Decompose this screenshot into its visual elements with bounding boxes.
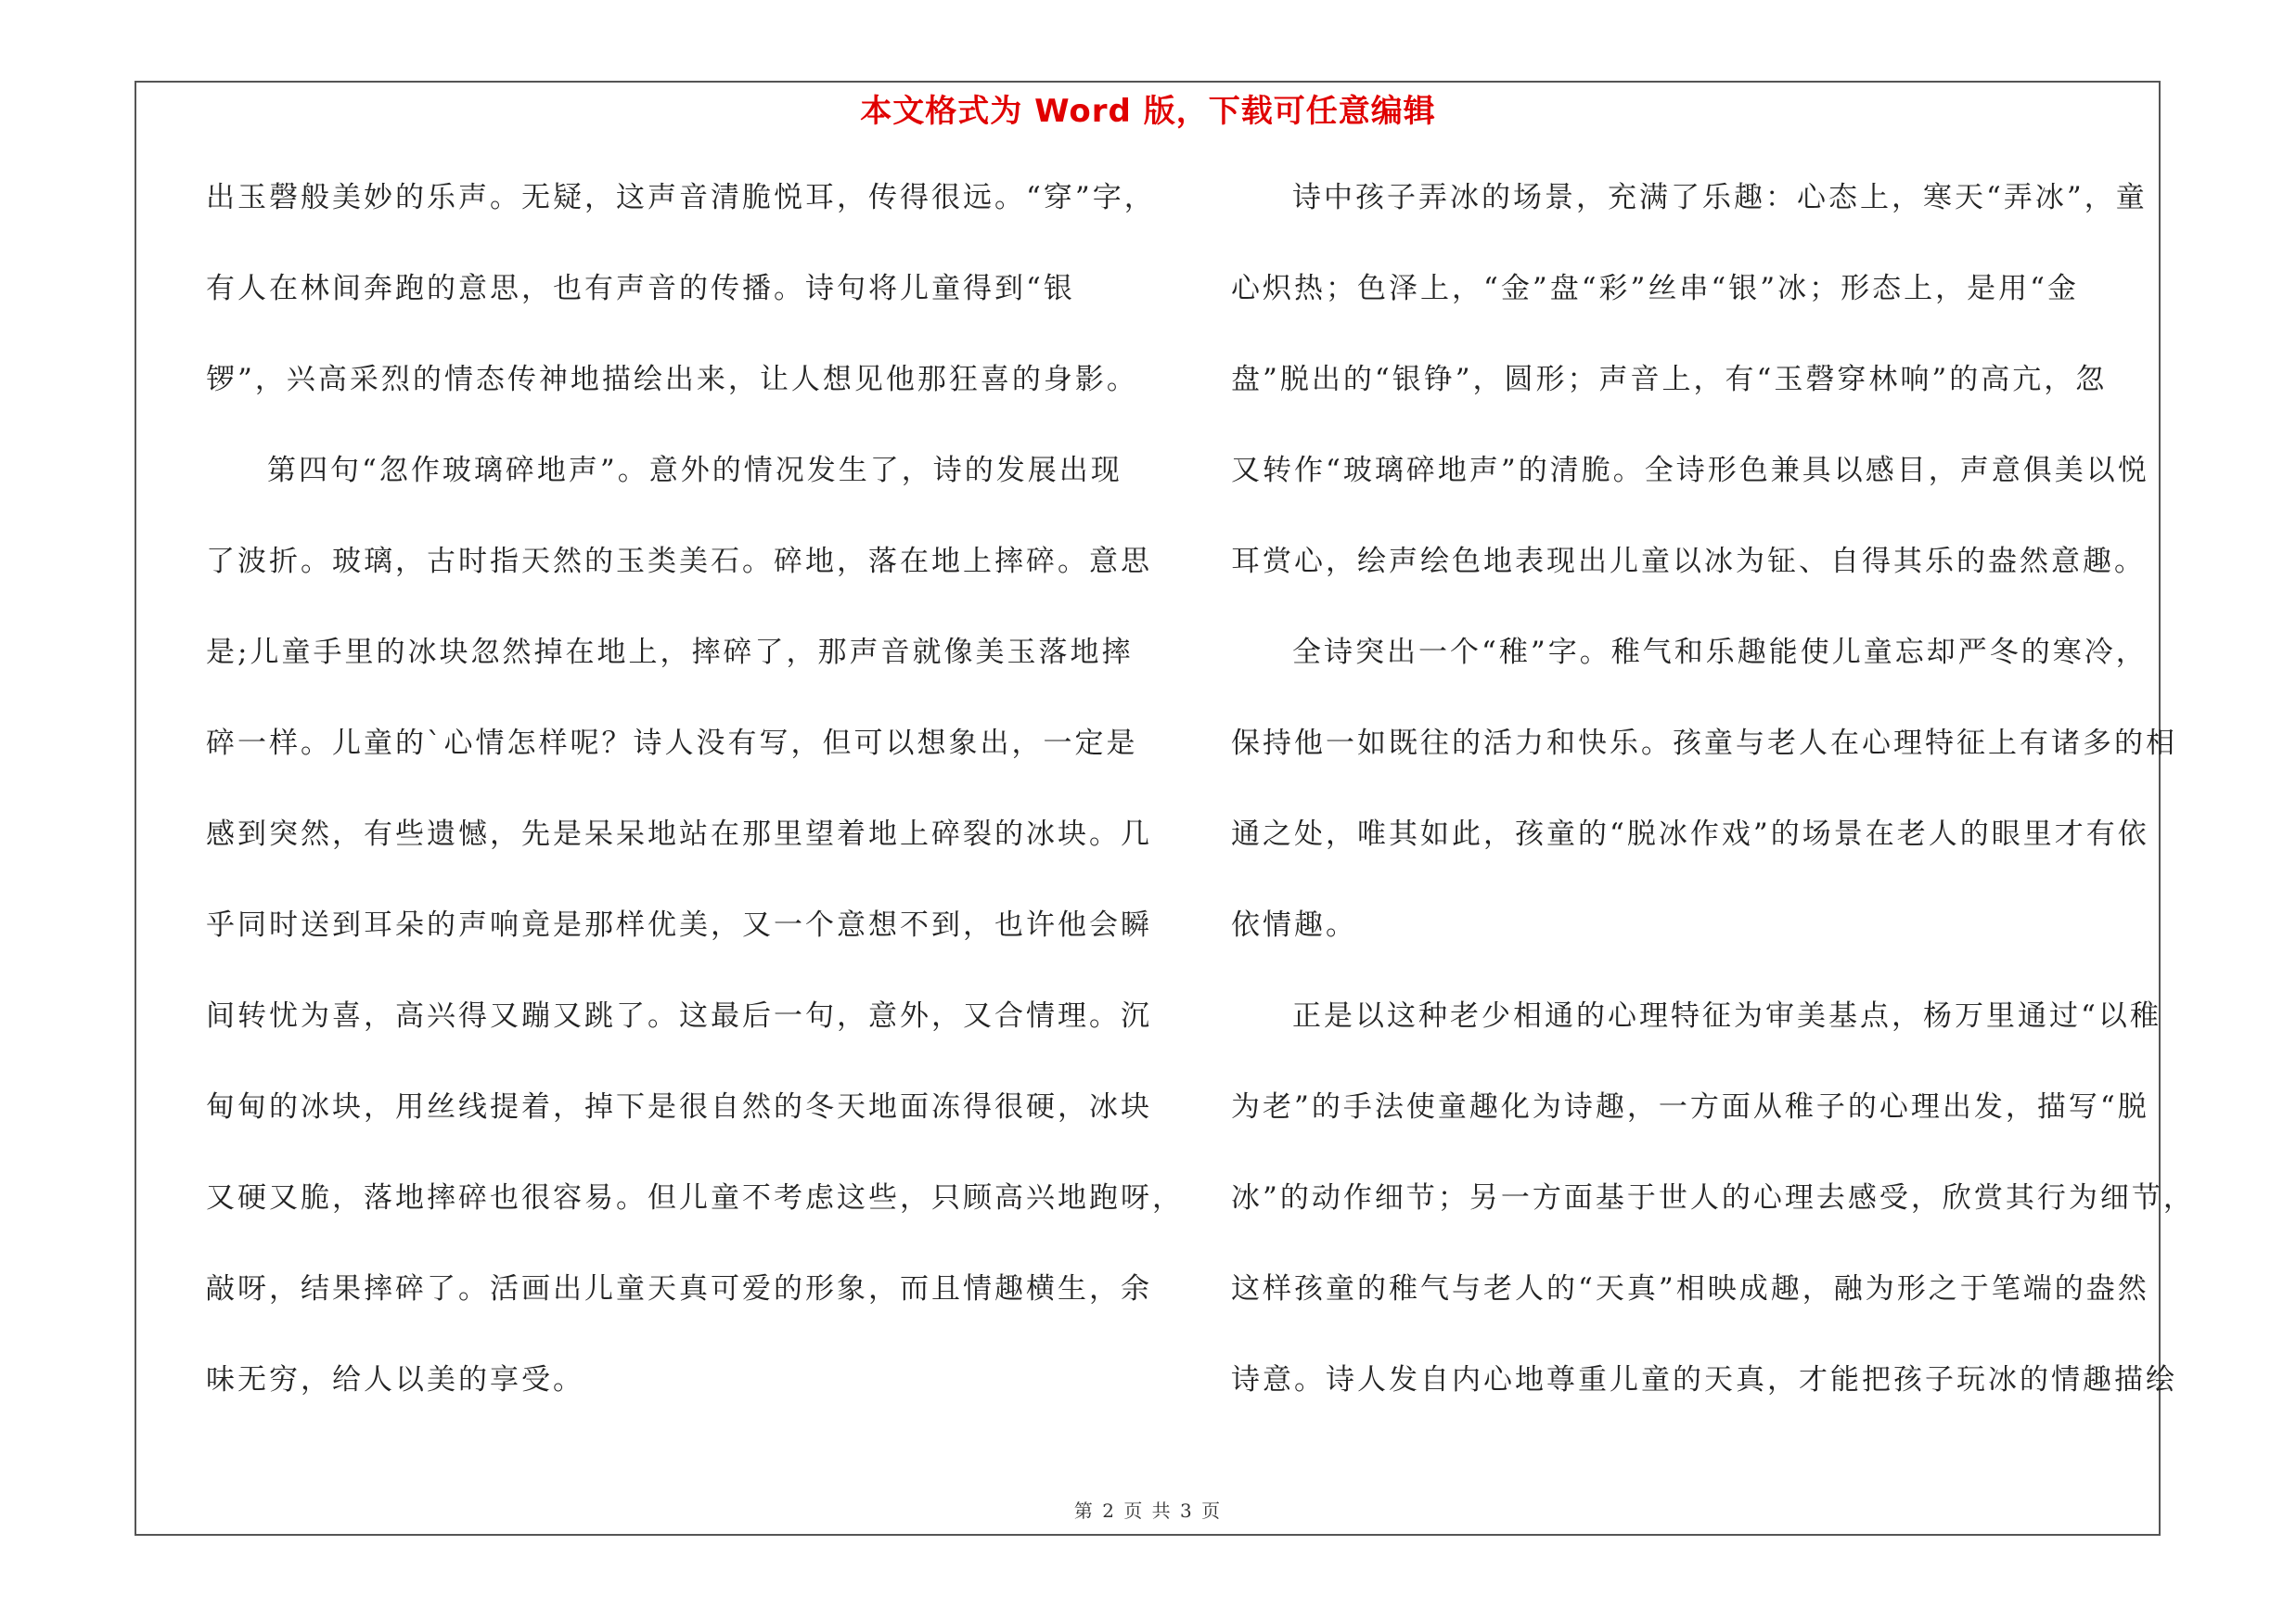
text-line: 敲呀，结果摔碎了。活画出儿童天真可爱的形象，而且情趣横生，余 <box>206 1272 1152 1306</box>
text-line: 心炽热；色泽上，“金”盘“彩”丝串“银”冰；形态上，是用“金 <box>1231 272 2079 305</box>
text-line: 乎同时送到耳朵的声响竟是那样优美，又一个意想不到，也许他会瞬 <box>206 908 1152 942</box>
text-line: 了波折。玻璃，古时指天然的玉类美石。碎地，落在地上摔碎。意思 <box>206 545 1152 578</box>
text-line: 感到突然，有些遗憾，先是呆呆地站在那里望着地上碎裂的冰块。几 <box>206 818 1152 851</box>
text-line: 这样孩童的稚气与老人的“天真”相映成趣，融为形之于笔端的盎然 <box>1231 1272 2149 1306</box>
text-line: 是;儿童手里的冰块忽然掉在地上，摔碎了，那声音就像美玉落地摔 <box>206 636 1134 669</box>
text-line: 通之处，唯其如此，孩童的“脱冰作戏”的场景在老人的眼里才有依 <box>1231 818 2149 851</box>
text-line: 耳赏心，绘声绘色地表现出儿童以冰为钲、自得其乐的盎然意趣。 <box>1231 545 2146 578</box>
page-number-footer: 第 2 页 共 3 页 <box>1073 1500 1223 1522</box>
text-line: 第四句“忽作玻璃碎地声”。意外的情况发生了，诗的发展出现 <box>267 454 1122 487</box>
text-line: 碎一样。儿童的`心情怎样呢？诗人没有写，但可以想象出，一定是 <box>206 727 1138 760</box>
text-line: 正是以这种老少相通的心理特征为审美基点，杨万里通过“以稚 <box>1292 999 2161 1033</box>
text-line: 间转忧为喜，高兴得又蹦又跳了。这最后一句，意外，又合情理。沉 <box>206 999 1152 1033</box>
right-column <box>1231 181 2195 1457</box>
text-line: 味无穷，给人以美的享受。 <box>206 1363 584 1397</box>
text-line: 又转作“玻璃碎地声”的清脆。全诗形色兼具以感目，声意俱美以悦 <box>1231 454 2149 487</box>
text-line: 锣”，兴高采烈的情态传神地描绘出来，让人想见他那狂喜的身影。 <box>206 363 1138 396</box>
text-line: 有人在林间奔跑的意思，也有声音的传播。诗句将儿童得到“银 <box>206 272 1075 305</box>
format-banner: 本文格式为 Word 版，下载可任意编辑 <box>860 93 1436 130</box>
text-line: 保持他一如既往的活力和快乐。孩童与老人在心理特征上有诸多的相 <box>1231 727 2177 760</box>
text-line: 出玉磬般美妙的乐声。无疑，这声音清脆悦耳，传得很远。“穿”字， <box>206 181 1156 214</box>
text-line: 依情趣。 <box>1231 908 1357 942</box>
text-line: 甸甸的冰块，用丝线提着，掉下是很自然的冬天地面冻得很硬，冰块 <box>206 1090 1152 1124</box>
left-column <box>206 181 1184 1457</box>
text-line: 诗意。诗人发自内心地尊重儿童的天真，才能把孩子玩冰的情趣描绘 <box>1231 1363 2177 1397</box>
text-line: 冰”的动作细节；另一方面基于世人的心理去感受，欣赏其行为细节， <box>1231 1181 2195 1215</box>
text-line: 为老”的手法使童趣化为诗趣，一方面从稚子的心理出发，描写“脱 <box>1231 1090 2149 1124</box>
text-line: 诗中孩子弄冰的场景，充满了乐趣：心态上，寒天“弄冰”，童 <box>1292 181 2148 214</box>
text-line: 又硬又脆，落地摔碎也很容易。但儿童不考虑这些，只顾高兴地跑呀， <box>206 1181 1184 1215</box>
text-line: 盘”脱出的“银铮”，圆形；声音上，有“玉磬穿林响”的高亢，忽 <box>1231 363 2108 396</box>
text-line: 全诗突出一个“稚”字。稚气和乐趣能使儿童忘却严冬的寒冷， <box>1292 636 2148 669</box>
